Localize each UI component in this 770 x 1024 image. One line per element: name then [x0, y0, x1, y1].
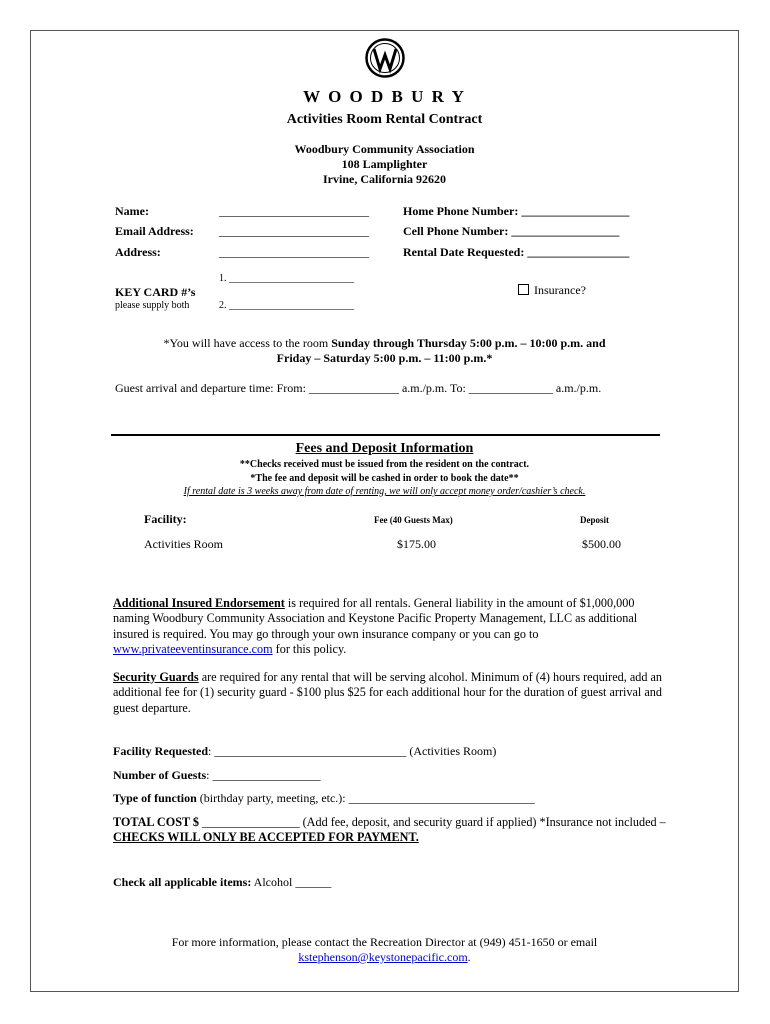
- org-name: Woodbury Community Association: [294, 142, 475, 156]
- address-field[interactable]: _________________________: [219, 245, 369, 259]
- security-heading: Security Guards: [113, 670, 199, 684]
- page-title: Activities Room Rental Contract: [286, 112, 483, 127]
- insurance-label: Insurance?: [534, 283, 586, 297]
- check-items-field[interactable]: [113, 875, 331, 890]
- insurance-text: is required for all rentals. General liability in the amount of $1,000,000 naming Woodbury Community Association and Keystone Pacific Property Management, LLC as additional insured is required. You may go through your own insurance company or you can go to: [113, 596, 638, 641]
- security-text: are required for any rental that will be serving alcohol. Minimum of (4) hours required, add an additional fee for (1) security guard - $100 plus $25 for each additional hour for the duration of guest arrival and guest departure.: [113, 670, 662, 715]
- insurance-paragraph: [113, 596, 673, 657]
- fees-heading: Fees and Deposit Information: [295, 441, 474, 456]
- contract-page: [30, 30, 739, 992]
- access-days-2: Friday – Saturday 5:00 p.m. – 11:00 p.m.*: [276, 351, 493, 365]
- guests-blank[interactable]: : __________________: [206, 768, 321, 782]
- security-paragraph: [113, 670, 673, 716]
- footer-period: .: [467, 950, 471, 964]
- keycard-field-2[interactable]: 2. _________________________: [219, 300, 354, 311]
- footer-contact: For more information, please contact the Recreation Director at (949) 451-1650 or email: [171, 935, 598, 949]
- total-cost-paragraph: [113, 815, 673, 846]
- col-deposit: Deposit: [580, 515, 609, 525]
- keycard-label: KEY CARD #’s: [115, 285, 196, 299]
- col-facility: Facility:: [144, 512, 187, 526]
- address-label: Address:: [115, 245, 161, 259]
- guests-label: Number of Guests: [113, 768, 207, 782]
- facility-requested-label: Facility Requested: [113, 744, 208, 758]
- row-deposit: $500.00: [582, 537, 621, 551]
- woodbury-logo-icon: [365, 38, 405, 78]
- check-items-label: Check all applicable items:: [113, 875, 252, 889]
- cell-phone-field[interactable]: Cell Phone Number: __________________: [403, 224, 620, 238]
- access-line-1: [31, 336, 738, 351]
- footer-email-line: [31, 950, 738, 965]
- email-label: Email Address:: [115, 224, 194, 238]
- col-fee: Fee (40 Guests Max): [374, 515, 453, 525]
- keycard-note: please supply both: [115, 300, 190, 311]
- footer-email-link[interactable]: kstephenson@keystonepacific.com: [298, 950, 468, 964]
- alcohol-blank[interactable]: Alcohol ______: [251, 875, 332, 889]
- fees-note-3: If rental date is 3 weeks away from date of renting, we will only accept money order/cashier’s check.: [183, 486, 586, 497]
- insurance-tail: for this policy.: [272, 641, 347, 656]
- function-blank[interactable]: (birthday party, meeting, etc.): _______________________________: [196, 791, 535, 805]
- insurance-heading: Additional Insured Endorsement: [113, 596, 285, 610]
- email-field[interactable]: _________________________: [219, 224, 369, 238]
- function-field[interactable]: [113, 791, 535, 806]
- name-label: Name:: [115, 204, 149, 218]
- org-city: Irvine, California 92620: [323, 172, 446, 186]
- insurance-link[interactable]: www.privateeventinsurance.com: [113, 641, 273, 656]
- row-fee: $175.00: [397, 537, 436, 551]
- row-facility: Activities Room: [144, 537, 223, 551]
- guests-field[interactable]: [113, 768, 320, 783]
- function-label: Type of function: [113, 791, 197, 805]
- facility-requested-field[interactable]: [113, 744, 496, 759]
- rental-date-field[interactable]: Rental Date Requested: _________________: [403, 245, 630, 259]
- org-street: 108 Lamplighter: [341, 157, 428, 171]
- access-intro: *You will have access to the room: [163, 336, 332, 350]
- brand-name: W O O D B U R Y: [303, 87, 466, 106]
- keycard-field-1[interactable]: 1. _________________________: [219, 273, 354, 284]
- name-field[interactable]: _________________________: [219, 204, 369, 218]
- section-divider: [111, 434, 660, 436]
- facility-requested-blank[interactable]: : ________________________________ (Activities Room): [208, 744, 497, 758]
- insurance-checkbox[interactable]: [518, 284, 529, 295]
- home-phone-field[interactable]: Home Phone Number: __________________: [403, 204, 630, 218]
- fees-note-2: *The fee and deposit will be cashed in order to book the date**: [250, 473, 519, 484]
- checks-only-note: CHECKS WILL ONLY BE ACCEPTED FOR PAYMENT.: [113, 830, 419, 845]
- insurance-option[interactable]: [518, 283, 586, 298]
- total-cost-text[interactable]: ________________ (Add fee, deposit, and security guard if applied) *Insurance not included –: [199, 815, 666, 829]
- total-cost-label: TOTAL COST $: [113, 815, 200, 829]
- fees-note-1: **Checks received must be issued from the resident on the contract.: [239, 459, 530, 470]
- arrival-departure-field[interactable]: Guest arrival and departure time: From: _______________ a.m./p.m. To: ______________ a.m./p.m.: [115, 381, 602, 395]
- access-days-1: Sunday through Thursday 5:00 p.m. – 10:00 p.m. and: [331, 336, 606, 350]
